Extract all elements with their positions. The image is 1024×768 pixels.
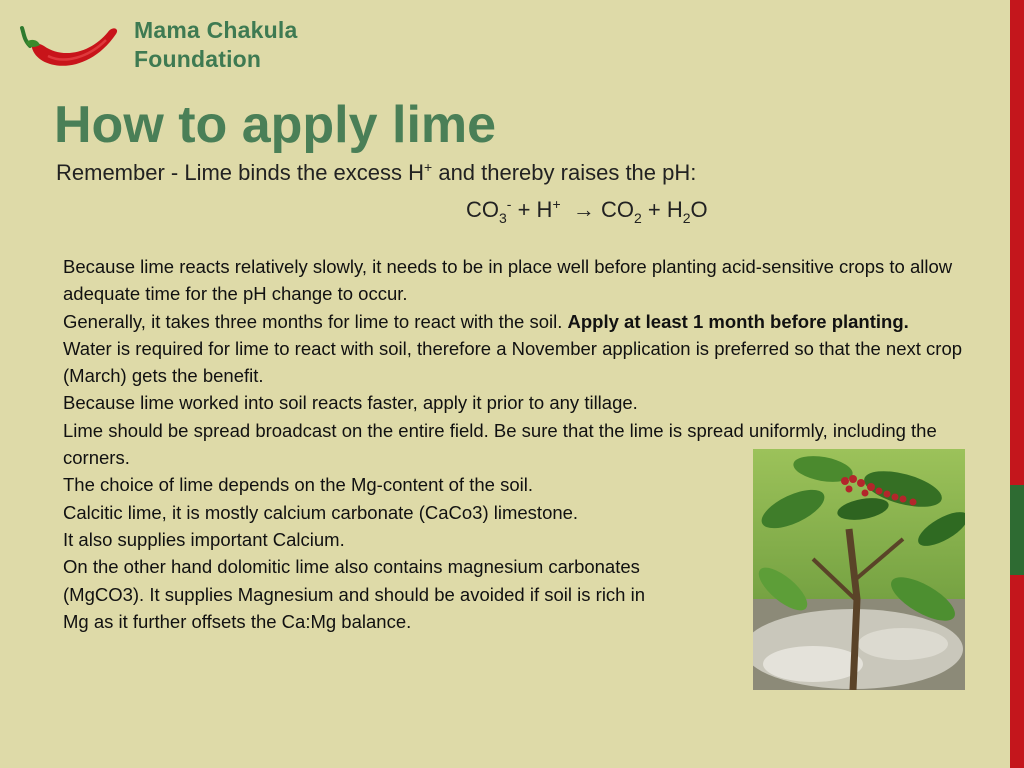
- chemical-formula: [466, 195, 708, 225]
- paragraph-2: [63, 308, 963, 335]
- paragraph-9: On the other hand dolomitic lime also contains magnesium carbonates (MgCO3). It supplies Magnesium and should be avoided if soil is rich in Mg as it further offsets the Ca:Mg balance.: [63, 556, 646, 632]
- paragraph-7: Calcitic lime, it is mostly calcium carbonate (CaCo3) limestone.: [63, 501, 579, 523]
- coffee-plant-illustration: [753, 449, 965, 690]
- formula-co3: CO: [466, 197, 499, 222]
- brand-line-1: Mama Chakula: [134, 17, 298, 43]
- brand-line-2: Foundation: [134, 46, 262, 72]
- subtitle-h-superscript: +: [424, 159, 433, 175]
- formula-co3-superscript: -: [506, 196, 512, 212]
- paragraph-6: The choice of lime depends on the Mg-content of the soil.: [63, 474, 533, 496]
- subtitle-text-before: Remember - Lime binds the excess H: [56, 160, 425, 185]
- coffee-plant-photo: [753, 449, 965, 690]
- paragraph-5: Lime should be spread broadcast on the entire field. Be sure that the lime is spread uniformly, including the corners.: [63, 419, 937, 469]
- paragraph-2-bold: Apply at least 1 month before planting.: [567, 310, 909, 332]
- side-stripes: [1010, 0, 1024, 768]
- formula-plus-h: + H: [511, 197, 553, 222]
- stripe-red-top: [1010, 0, 1024, 485]
- formula-arrow-co2: → CO: [572, 197, 634, 222]
- paragraph-1: Because lime reacts relatively slowly, it needs to be in place well before planting acid-sensitive crops to allow adequate time for the pH change to occur.: [63, 256, 953, 305]
- formula-o: O: [690, 197, 708, 222]
- formula-h-superscript: +: [552, 196, 561, 212]
- paragraph-4: Because lime worked into soil reacts faster, apply it prior to any tillage.: [63, 392, 638, 414]
- paragraph-3: Water is required for lime to react with soil, therefore a November application is preferred so that the next crop (March) gets the benefit.: [63, 337, 963, 387]
- formula-plus-h2: + H: [641, 197, 683, 222]
- subtitle-text-after: and thereby raises the pH:: [432, 160, 697, 185]
- formula-co3-subscript: 3: [499, 210, 507, 226]
- stripe-green: [1010, 485, 1024, 575]
- slide-title: How to apply lime: [54, 96, 497, 154]
- paragraph-2-normal: Generally, it takes three months for lime to react with the soil.: [63, 310, 568, 332]
- formula-co2-subscript: 2: [633, 210, 642, 226]
- stripe-red-bottom: [1010, 575, 1024, 768]
- formula-h2-subscript: 2: [682, 210, 691, 226]
- slide-subtitle: [56, 158, 696, 188]
- paragraph-8: It also supplies important Calcium.: [63, 528, 345, 550]
- brand-name: [134, 16, 297, 74]
- chili-pepper-icon: [8, 12, 128, 76]
